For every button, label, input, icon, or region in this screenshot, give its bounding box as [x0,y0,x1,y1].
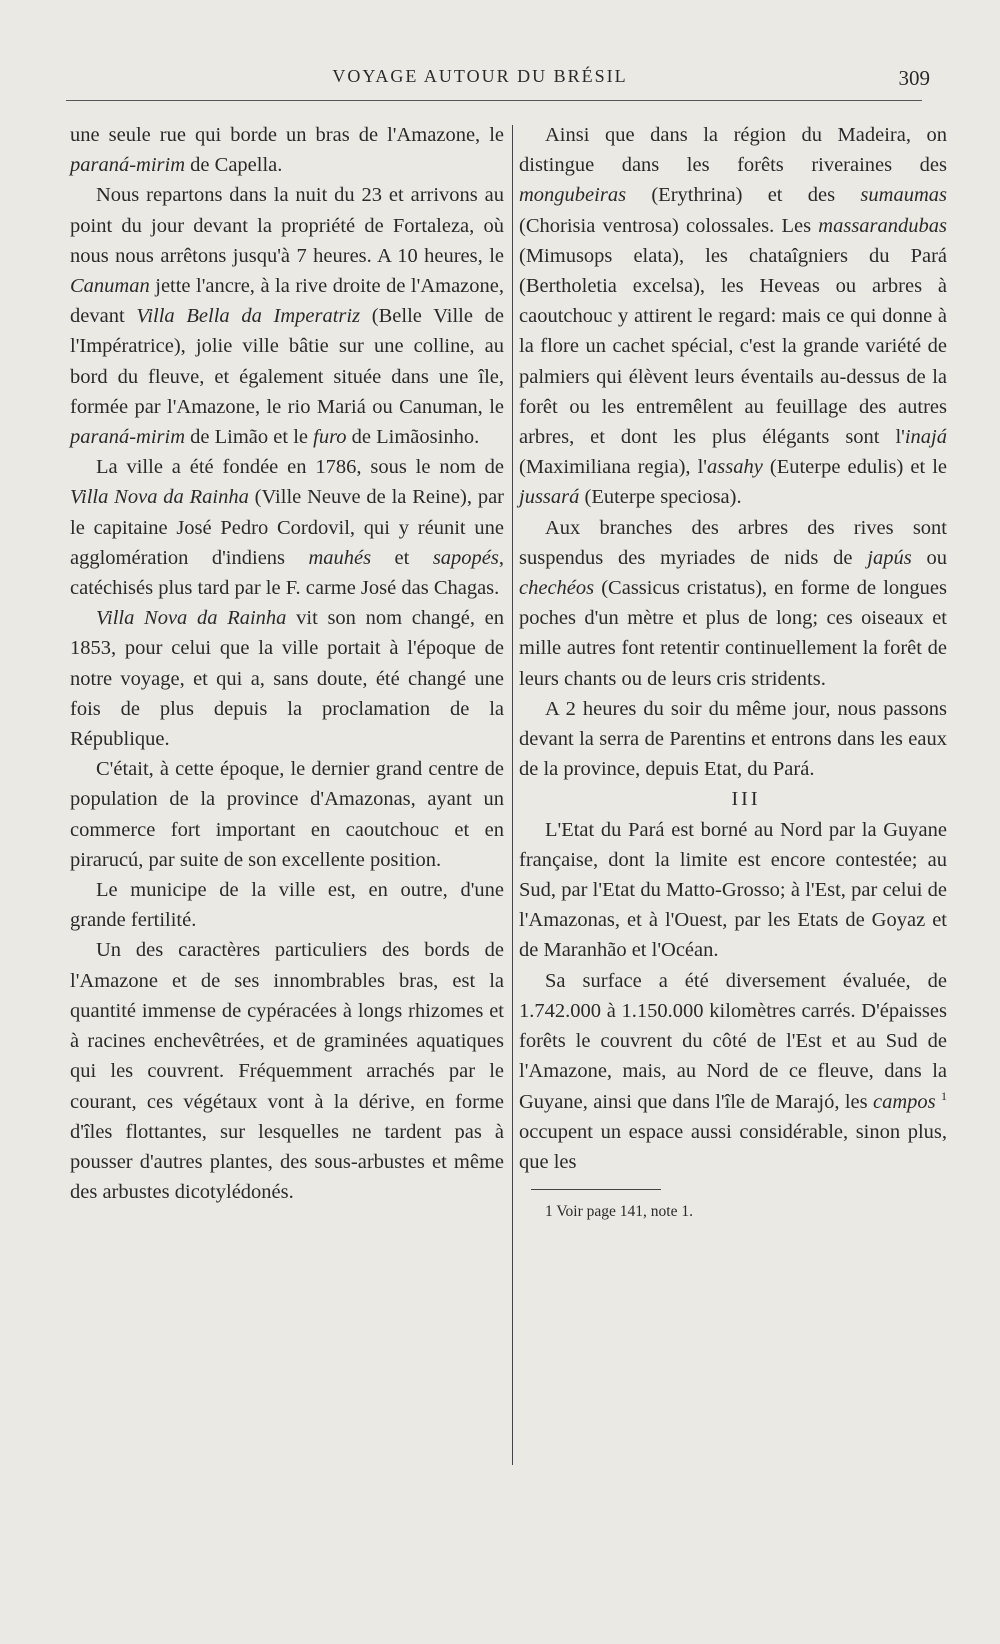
section-heading: III [731,788,761,811]
paragraph: Ainsi que dans la région du Madeira, on distingue dans les forêts riveraines des mongubeiras (Erythrina) et des sumaumas (Chorisia ventrosa) colossales. Les massarandubas (Mimusops elata), les chataîgniers du Pará (Bertholetia excelsa), les Heveas ou arbres à caoutchouc y attirent le regard: mais ce qui donne à la flore un cachet spécial, c'est la grande variété de palmiers qui élèvent leurs éventails au-dessus de la forêt ou les entremêlent au feuillage des autres arbres, et dont les plus élégants sont l'inajá (Maximiliana regia), l'assahy (Euterpe edulis) et le jussará (Euterpe speciosa). [519,124,948,509]
header-rule [66,100,922,101]
paragraph: Sa surface a été diversement évaluée, de 1.742.000 à 1.150.000 kilomètres carrés. D'épaisses forêts le couvrent du côté de l'Est et au Sud de l'Amazone, mais, au Nord de ce fleuve, dans la Guyane, ainsi que dans l'île de Marajó, les campos $^1$ occupent un espace aussi considérable, sinon plus, que les [519,969,948,1173]
page-number: 309 [898,66,930,90]
paragraph: Aux branches des arbres des rives sont suspendus des myriades de nids de japús ou chechéos (Cassicus cristatus), en forme de longues poches d'un mètre et plus de long; ces oiseaux et mille autres font retentir continuellement la forêt de leurs chants ou de leurs cris stridents. [519,516,948,690]
paragraph: A 2 heures du soir du même jour, nous passons devant la serra de Parentins et entrons dans les eaux de la province, depuis Etat, du Pará. [519,697,947,781]
paragraph: C'était, à cette époque, le dernier grand centre de population de la province d'Amazonas, ayant un commerce fort important en caoutchouc et en pirarucú, par suite de son excellente position. [70,758,504,871]
footnote: 1 Voir page 141, note 1. [545,1203,693,1221]
left-column [70,120,504,1207]
paragraph: une seule rue qui borde un bras de l'Amazone, le paraná-mirim de Capella. [70,124,504,177]
running-title: VOYAGE AUTOUR DU BRÉSIL [332,66,628,86]
footnote-rule [531,1189,661,1190]
paragraph: Nous repartons dans la nuit du 23 et arrivons au point du jour devant la propriété de Fortaleza, où nous nous arrêtons jusqu'à 7 heures. A 10 heures, le Canuman jette l'ancre, à la rive droite de l'Amazone, devant Villa Bella da Imperatriz (Belle Ville de l'Impératrice), jolie ville bâtie sur une colline, au bord du fleuve, et également située dans une île, formée par l'Amazone, le rio Mariá ou Canuman, le paraná-mirim de Limão et le furo de Limãosinho. [70,184,505,449]
paragraph: Un des caractères particuliers des bords de l'Amazone et de ses innombrables bras, est la quantité immense de cypéracées à longs rhizomes et à racines enchevêtrées, et de graminées aquatiques qui les couvrent. Fréquemment arrachés par le courant, ces végétaux vont à la dérive, en forme d'îles flottantes, sur lesquelles ne tardent pas à pousser d'autres plantes, des sous-arbustes et même des arbustes dicotylédonés. [70,939,504,1204]
paragraph: Villa Nova da Rainha vit son nom changé, en 1853, pour celui que la ville portait à l'époque de notre voyage, et qui a, sans doute, été changé une fois de plus depuis la proclamation de la République. [70,607,504,751]
running-head [0,66,1000,96]
right-column [519,120,947,1224]
column-divider [512,125,513,1465]
paragraph: L'Etat du Pará est borné au Nord par la Guyane française, dont la limite est encore contestée; au Sud, par l'Etat du Matto-Grosso; à l'Est, par celui de l'Amazonas, et à l'Ouest, par les Etats de Goyaz et de Maranhão et l'Océan. [519,818,947,962]
paragraph: Le municipe de la ville est, en outre, d'une grande fertilité. [70,879,504,932]
footnote-marker: 1 [941,1088,948,1103]
paragraph: La ville a été fondée en 1786, sous le nom de Villa Nova da Rainha (Ville Neuve de la Reine), par le capitaine José Pedro Cordovil, qui y réunit une agglomération d'indiens mauhés et sapopés, catéchisés plus tard par le F. carme José das Chagas. [70,456,504,600]
